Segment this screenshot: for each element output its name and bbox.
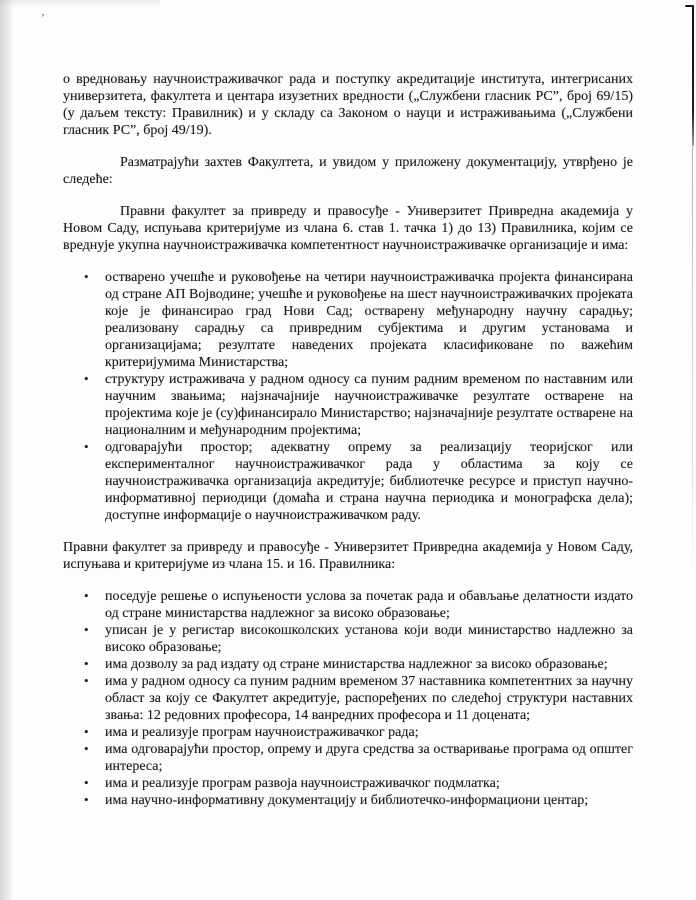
bullet-icon: • <box>84 741 89 756</box>
scan-edge-shadow-top <box>0 0 160 8</box>
bullet-icon: • <box>84 673 89 688</box>
scan-artifact-mark: ’ <box>41 12 45 24</box>
scan-edge-shadow-left <box>0 0 14 900</box>
bullet-icon: • <box>84 439 89 454</box>
paragraph-1: о вредновању научноистраживачког рада и поступку акредитације института, интегрисаних универзитета, факултета и центара изузетних вредности („Службени гласник РС”, број 69/15) (у даљем тексту: Правилник) и у складу са Законом о науци и истраживањима („Службени гласник РС”, број 49/19). <box>63 72 633 138</box>
list-item-text: има научно-информативну документацију и библиотечко-информациони центар; <box>105 793 589 808</box>
bullet-icon: • <box>84 588 89 603</box>
list-item-text: одговарајући простор; адекватну опрему за реализацију теоријског или експерименталног научноистраживачког рада у областима за коју се научноистраживачка организација акредитује; библиотечке ресурсе и приступ научно-информативној периодици (домаћа и страна научна периодика и монографска дела); доступне информације о научноистраживачком раду. <box>105 440 633 523</box>
bullet-icon: • <box>84 269 89 284</box>
scan-edge-line-top-right <box>692 6 694 146</box>
list-item <box>63 269 633 371</box>
bullet-icon: • <box>84 656 89 671</box>
bullet-list-4 <box>63 269 633 524</box>
list-item-text: остварено учешће и руковођење на четири научноистраживачка пројекта финансирана од стране АП Војводине; учешће и руковођење на шест научноистраживачких пројеката које је финансирао град Нови Сад; остварену међународну научну сарадњу; реализовану сарадњу са привредним субјектима и другим установама и организацијама; резултате наведених пројеката класификоване по важећим критеријумима Министарства; <box>105 270 633 370</box>
list-item <box>63 775 633 792</box>
list-item <box>63 439 633 524</box>
list-item-text: структуру истраживача у радном односу са пуним радним временом по наставним или научним звањима; најзначајније научноистраживачке резултате остварене на пројектима које је (су)финансирало Министарство; најзначајније резултате остварене на националним и међународним пројектима; <box>105 372 633 438</box>
list-item-text: има у радном односу са пуним радним временом 37 наставника компетентних за научну област за коју се Факултет акредитује, распоређених по следећој структури наставних звања: 12 редовних професора, 14 ванредних професора и 11 доцената; <box>105 674 633 723</box>
bullet-icon: • <box>84 371 89 386</box>
list-item <box>63 741 633 775</box>
list-item-text: поседује решење о испуњености услова за почетак рада и обављање делатности издато од стране министарства надлежног за високо образовање; <box>105 589 633 621</box>
list-item-text: има и реализује програм научноистраживачког рада; <box>105 725 419 740</box>
list-item-text: има одговарајући простор, опрему и друга средства за остваривање програма од општег интереса; <box>105 742 633 774</box>
bullet-icon: • <box>84 775 89 790</box>
list-item-text: има и реализује програм развоја научноистраживачког подмлатка; <box>105 776 500 791</box>
list-item-text: уписан је у регистар високошколских установа који води министарство надлежно за високо образовање; <box>105 623 633 655</box>
list-item <box>63 656 633 673</box>
bullet-list-6 <box>63 588 633 809</box>
paragraph-3: Правни факултет за привреду и правосуђе - Универзитет Привредна академија у Новом Саду, испуњава критеријуме из члана 6. став 1. тачка 1) до 13) Правилника, којим се вреднује укупна научноистраживачка компетентност научноистраживачке организације и има: <box>63 204 633 253</box>
list-item <box>63 622 633 656</box>
paragraph-5: Правни факултет за привреду и правосуђе - Универзитет Привредна академија у Новом Саду, испуњава и критеријуме из члана 15. и 16. Правилника: <box>63 540 633 572</box>
list-item <box>63 673 633 724</box>
scan-edge-line-right-faint <box>692 146 693 566</box>
bullet-icon: • <box>84 724 89 739</box>
bullet-icon: • <box>84 792 89 807</box>
paragraph-2: Разматрајући захтев Факултета, и увидом у приложену документацију, утврђено је следеће: <box>63 155 633 187</box>
list-item <box>63 371 633 439</box>
list-item <box>63 724 633 741</box>
bullet-icon: • <box>84 622 89 637</box>
list-item <box>63 588 633 622</box>
document-body <box>63 71 633 824</box>
list-item <box>63 792 633 809</box>
list-item-text: има дозволу за рад издату од стране министарства надлежног за високо образовање; <box>105 657 608 672</box>
